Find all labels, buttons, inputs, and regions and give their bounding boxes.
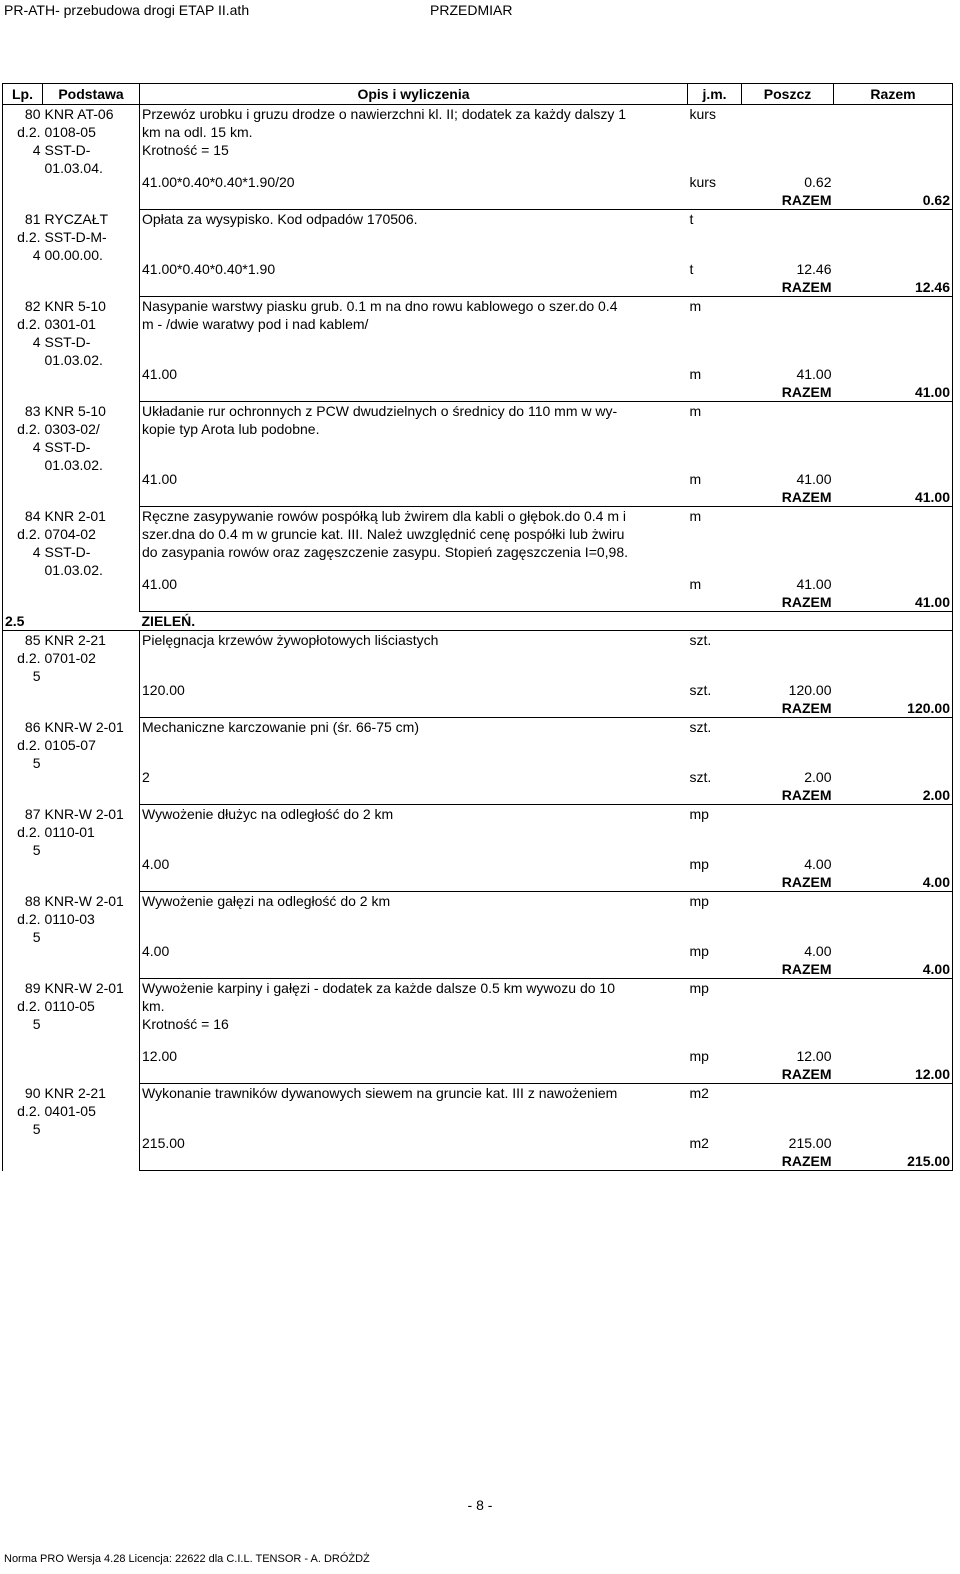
item-lp-line: d.2. xyxy=(17,525,41,542)
item-poszcz-unit: szt. xyxy=(689,769,712,785)
item-calc-empty xyxy=(834,260,953,278)
item-formula: 4.00 xyxy=(142,856,170,872)
item-poszcz-empty xyxy=(742,297,834,366)
calc-row xyxy=(3,173,953,191)
item-lp xyxy=(3,105,43,210)
item-calc-empty xyxy=(834,1047,953,1065)
razem-spacer xyxy=(140,699,688,718)
razem-spacer xyxy=(688,488,742,507)
table-row xyxy=(3,631,953,682)
item-poszcz-unit: m2 xyxy=(689,1135,709,1151)
razem-row xyxy=(3,593,953,612)
razem-row xyxy=(3,873,953,892)
item-formula: 120.00 xyxy=(142,682,185,698)
razem-label: RAZEM xyxy=(742,699,834,718)
item-podstawa xyxy=(43,402,140,507)
razem-row xyxy=(3,699,953,718)
item-description-line: Mechaniczne karczowanie pni (śr. 66-75 cm) xyxy=(142,719,420,735)
item-lp xyxy=(3,718,43,805)
item-jm: szt. xyxy=(689,719,712,735)
item-description-line: Wywożenie dłużyc na odległość do 2 km xyxy=(142,806,394,822)
table-row xyxy=(3,105,953,174)
razem-spacer xyxy=(688,383,742,402)
item-podstawa-line: 0110-03 xyxy=(44,910,95,927)
item-podstawa-line: SST-D-M- xyxy=(44,228,107,245)
item-lp-line: d.2. xyxy=(17,315,41,332)
item-podstawa xyxy=(43,210,140,297)
item-calc-empty xyxy=(834,768,953,786)
item-description xyxy=(140,210,688,261)
item-razem-value: 41.00 xyxy=(834,488,953,507)
items-group-2 xyxy=(3,631,953,1171)
item-lp-line: 85 xyxy=(24,632,41,648)
razem-label: RAZEM xyxy=(742,786,834,805)
table-row xyxy=(3,402,953,471)
item-lp-line: 4 xyxy=(32,246,41,263)
item-lp-line: 82 xyxy=(24,297,41,314)
razem-label: RAZEM xyxy=(742,1152,834,1171)
item-description xyxy=(140,297,688,366)
razem-spacer xyxy=(688,699,742,718)
item-podstawa xyxy=(43,1084,140,1171)
item-podstawa-line: SST-D- xyxy=(44,543,91,560)
razem-row xyxy=(3,383,953,402)
item-poszcz-unit: mp xyxy=(689,1048,709,1064)
item-podstawa-line: 0701-02 xyxy=(44,650,96,666)
item-podstawa xyxy=(43,297,140,402)
item-calc-empty xyxy=(834,1134,953,1152)
item-razem-empty xyxy=(834,805,953,856)
item-podstawa xyxy=(43,105,140,210)
item-calc-empty xyxy=(834,681,953,699)
item-lp-line: 81 xyxy=(24,210,41,227)
item-razem-value: 215.00 xyxy=(834,1152,953,1171)
razem-spacer xyxy=(688,1152,742,1171)
item-razem-value: 12.00 xyxy=(834,1065,953,1084)
item-razem-empty xyxy=(834,105,953,174)
item-podstawa-line: KNR 2-01 xyxy=(44,507,106,524)
razem-spacer xyxy=(140,1152,688,1171)
razem-spacer xyxy=(688,873,742,892)
item-poszcz-unit: kurs xyxy=(689,174,716,190)
item-calc-empty xyxy=(834,365,953,383)
item-description-line: Pielęgnacja krzewów żywopłotowych liściastych xyxy=(142,632,439,648)
item-poszcz-empty xyxy=(742,718,834,769)
item-description-line: Wywożenie karpiny i gałęzi - dodatek za każde dalsze 0.5 km wywozu do 10 xyxy=(142,980,615,996)
item-lp-line: d.2. xyxy=(17,228,41,245)
item-description-line: kopie typ Arota lub podobne. xyxy=(142,421,320,437)
razem-spacer xyxy=(140,593,688,612)
item-podstawa-line: 01.03.02. xyxy=(44,456,103,473)
item-podstawa-line: KNR-W 2-01 xyxy=(44,892,124,909)
item-razem-value: 2.00 xyxy=(834,786,953,805)
razem-row xyxy=(3,960,953,979)
razem-spacer xyxy=(140,278,688,297)
item-poszcz-empty xyxy=(742,210,834,261)
item-podstawa xyxy=(43,892,140,979)
item-calc-empty xyxy=(834,173,953,191)
item-description-line: Ręczne zasypywanie rowów pospółką lub żwirem dla kabli o głębok.do 0.4 m i xyxy=(142,508,627,524)
razem-label: RAZEM xyxy=(742,191,834,210)
page-number: - 8 - xyxy=(467,1497,493,1513)
item-description xyxy=(140,507,688,576)
calc-row xyxy=(3,681,953,699)
item-lp-line: 87 xyxy=(24,805,41,822)
razem-spacer xyxy=(688,593,742,612)
razem-spacer xyxy=(688,1065,742,1084)
razem-spacer xyxy=(140,191,688,210)
item-razem-value: 4.00 xyxy=(834,960,953,979)
item-podstawa-line: 0110-05 xyxy=(44,997,95,1014)
item-poszcz-empty xyxy=(742,402,834,471)
razem-spacer xyxy=(688,278,742,297)
calc-row xyxy=(3,1134,953,1152)
item-podstawa-line: 0105-07 xyxy=(44,736,96,753)
document-type: PRZEDMIAR xyxy=(430,2,513,18)
item-description-line: Przewóz urobku i gruzu drodze o nawierzchni kl. II; dodatek za każdy dalszy 1 xyxy=(142,106,627,122)
item-lp-line: 4 xyxy=(32,142,41,158)
item-lp xyxy=(3,507,43,612)
calc-row xyxy=(3,1047,953,1065)
item-lp-line: d.2. xyxy=(17,124,41,140)
item-lp xyxy=(3,979,43,1084)
item-lp-line: 5 xyxy=(32,928,41,945)
item-podstawa-line: KNR 2-21 xyxy=(44,1084,106,1101)
item-poszcz-value: 12.46 xyxy=(796,261,832,277)
item-lp xyxy=(3,210,43,297)
item-description-line: Układanie rur ochronnych z PCW dwudzielnych o średnicy do 110 mm w wy- xyxy=(142,403,618,419)
item-podstawa-line: 0401-05 xyxy=(44,1102,96,1119)
item-lp-line: 80 xyxy=(24,106,41,122)
item-poszcz-value: 41.00 xyxy=(796,471,832,487)
item-podstawa xyxy=(43,805,140,892)
item-lp-line: d.2. xyxy=(17,650,41,666)
item-razem-empty xyxy=(834,979,953,1048)
item-jm-unit: m2 xyxy=(689,1085,709,1101)
table-header-row xyxy=(3,84,953,105)
item-lp xyxy=(3,892,43,979)
item-lp-line: 89 xyxy=(24,979,41,996)
item-razem-empty xyxy=(834,507,953,576)
item-lp-line: 83 xyxy=(24,402,41,419)
item-podstawa-line: KNR-W 2-01 xyxy=(44,805,124,822)
item-formula: 2 xyxy=(142,769,150,785)
table-row xyxy=(3,507,953,576)
item-jm: m xyxy=(689,403,702,419)
item-podstawa-line: 00.00.00. xyxy=(44,246,103,263)
calc-row xyxy=(3,470,953,488)
item-podstawa-line: KNR-W 2-01 xyxy=(44,979,124,996)
item-razem-empty xyxy=(834,402,953,471)
section-spacer xyxy=(43,612,140,631)
table-row xyxy=(3,979,953,1048)
section-number: 2.5 xyxy=(3,612,43,631)
item-razem-empty xyxy=(834,297,953,366)
razem-spacer xyxy=(140,960,688,979)
item-poszcz-empty xyxy=(742,105,834,174)
item-description xyxy=(140,402,688,471)
item-podstawa-line: 0110-01 xyxy=(44,823,95,840)
item-razem-value: 41.00 xyxy=(834,593,953,612)
item-lp-line: d.2. xyxy=(17,823,41,840)
item-podstawa-line: KNR-W 2-01 xyxy=(44,718,124,735)
col-header-razem: Razem xyxy=(834,84,953,105)
section-row xyxy=(3,612,953,631)
document-header xyxy=(0,0,960,22)
item-poszcz-empty xyxy=(742,892,834,943)
item-razem-empty xyxy=(834,718,953,769)
item-poszcz-unit: m xyxy=(689,366,702,382)
item-description-line: do zasypania rowów oraz zagęszczenie zasypu. Stopień zagęszczenia I=0,98. xyxy=(142,544,629,560)
item-poszcz-value: 4.00 xyxy=(804,856,832,872)
item-lp xyxy=(3,631,43,718)
item-description-line: km. xyxy=(142,998,165,1014)
item-lp-line: d.2. xyxy=(17,420,41,437)
item-lp-line: 88 xyxy=(24,892,41,909)
item-jm: t xyxy=(689,211,694,227)
item-lp xyxy=(3,402,43,507)
table-row xyxy=(3,1084,953,1135)
item-jm: kurs xyxy=(689,106,716,122)
item-podstawa xyxy=(43,979,140,1084)
item-lp-line: 5 xyxy=(32,1120,41,1137)
item-jm: m xyxy=(689,508,702,524)
table-row xyxy=(3,805,953,856)
item-calc-empty xyxy=(834,575,953,593)
item-description xyxy=(140,892,688,943)
razem-label: RAZEM xyxy=(742,873,834,892)
item-podstawa-line: 0704-02 xyxy=(44,525,96,542)
item-lp-line: 5 xyxy=(32,1015,41,1032)
col-header-poszcz: Poszcz xyxy=(742,84,834,105)
item-poszcz-value: 215.00 xyxy=(788,1135,832,1151)
section-group xyxy=(3,612,953,631)
item-razem-empty xyxy=(834,631,953,682)
item-poszcz-empty xyxy=(742,1084,834,1135)
item-podstawa-line: 01.03.04. xyxy=(44,160,103,176)
item-formula: 41.00 xyxy=(142,576,178,592)
item-lp xyxy=(3,297,43,402)
item-description-line: Wykonanie trawników dywanowych siewem na gruncie kat. III z nawożeniem xyxy=(142,1085,618,1101)
item-podstawa-line: KNR 2-21 xyxy=(44,632,106,648)
item-description-line: szer.dna do 0.4 m w gruncie kat. III. Należ uwzględnić cenę pospółki lub żwiru xyxy=(142,526,625,542)
item-podstawa-line: SST-D- xyxy=(44,142,91,158)
section-title: ZIELEŃ. xyxy=(140,612,953,631)
razem-row xyxy=(3,1065,953,1084)
item-lp-line: 4 xyxy=(32,333,41,350)
item-formula: 12.00 xyxy=(142,1048,178,1064)
item-razem-value: 4.00 xyxy=(834,873,953,892)
item-jm: mp xyxy=(689,806,709,822)
razem-spacer xyxy=(140,488,688,507)
item-formula: 41.00*0.40*0.40*1.90/20 xyxy=(142,174,295,190)
item-poszcz-empty xyxy=(742,805,834,856)
item-poszcz-unit: m xyxy=(689,471,702,487)
item-podstawa-line: SST-D- xyxy=(44,438,91,455)
item-description xyxy=(140,105,688,174)
col-header-podstawa: Podstawa xyxy=(43,84,140,105)
razem-label: RAZEM xyxy=(742,593,834,612)
item-description-line: Krotność = 15 xyxy=(142,142,229,158)
item-lp-line: 84 xyxy=(24,507,41,524)
razem-spacer xyxy=(688,960,742,979)
col-header-jm: j.m. xyxy=(688,84,742,105)
item-formula: 41.00 xyxy=(142,471,178,487)
calc-row xyxy=(3,855,953,873)
razem-label: RAZEM xyxy=(742,488,834,507)
razem-label: RAZEM xyxy=(742,278,834,297)
razem-spacer xyxy=(688,191,742,210)
item-razem-value: 120.00 xyxy=(834,699,953,718)
col-header-opis: Opis i wyliczenia xyxy=(140,84,688,105)
razem-row xyxy=(3,1152,953,1171)
item-formula: 4.00 xyxy=(142,943,170,959)
item-lp-line: 5 xyxy=(32,668,41,684)
item-poszcz-unit: mp xyxy=(689,856,709,872)
item-poszcz-value: 41.00 xyxy=(796,366,832,382)
file-title: PR-ATH- przebudowa drogi ETAP II.ath xyxy=(4,2,250,18)
item-formula: 41.00 xyxy=(142,366,178,382)
item-jm xyxy=(688,1084,742,1135)
item-podstawa-line: 01.03.02. xyxy=(44,561,103,578)
calc-row xyxy=(3,575,953,593)
item-formula: 215.00 xyxy=(142,1135,185,1151)
item-razem-empty xyxy=(834,1084,953,1135)
item-poszcz-value: 12.00 xyxy=(796,1048,832,1064)
item-lp-line: d.2. xyxy=(17,997,41,1014)
item-jm: mp xyxy=(689,893,709,909)
item-poszcz-value: 41.00 xyxy=(796,576,832,592)
item-podstawa xyxy=(43,507,140,612)
calc-row xyxy=(3,768,953,786)
item-description xyxy=(140,979,688,1048)
razem-row xyxy=(3,786,953,805)
razem-spacer xyxy=(140,873,688,892)
calc-row xyxy=(3,942,953,960)
item-description-line: km na odl. 15 km. xyxy=(142,124,253,140)
item-podstawa-line: KNR 5-10 xyxy=(44,402,106,419)
item-jm: szt. xyxy=(689,632,712,648)
item-razem-empty xyxy=(834,210,953,261)
razem-spacer xyxy=(688,786,742,805)
item-poszcz-unit: m xyxy=(689,576,702,592)
razem-row xyxy=(3,191,953,210)
item-podstawa xyxy=(43,631,140,718)
item-razem-empty xyxy=(834,892,953,943)
item-lp-line: d.2. xyxy=(17,736,41,753)
razem-row xyxy=(3,488,953,507)
footer-license: Norma PRO Wersja 4.28 Licencja: 22622 dla C.I.L. TENSOR - A. DRÓŻDŻ xyxy=(4,1553,370,1565)
item-lp-line: 86 xyxy=(24,718,41,735)
item-description-line: Nasypanie warstwy piasku grub. 0.1 m na dno rowu kablowego o szer.do 0.4 xyxy=(142,298,618,314)
item-poszcz-unit: szt. xyxy=(689,682,712,698)
item-lp-line: 4 xyxy=(32,438,41,455)
item-lp-line: d.2. xyxy=(17,910,41,927)
table-row xyxy=(3,718,953,769)
przedmiar-table xyxy=(2,83,953,1171)
item-podstawa-line: 0301-01 xyxy=(44,315,96,332)
item-description-line: Wywożenie gałęzi na odległość do 2 km xyxy=(142,893,391,909)
item-formula: 41.00*0.40*0.40*1.90 xyxy=(142,261,276,277)
item-razem-value: 12.46 xyxy=(834,278,953,297)
item-description xyxy=(140,631,688,682)
item-jm: m xyxy=(689,298,702,314)
razem-label: RAZEM xyxy=(742,960,834,979)
item-podstawa-line: RYCZAŁT xyxy=(44,210,109,227)
item-lp-line: d.2. xyxy=(17,1102,41,1119)
table-row xyxy=(3,210,953,261)
col-header-lp: Lp. xyxy=(3,84,43,105)
items-group-1 xyxy=(3,105,953,612)
item-description-line: m - /dwie waratwy pod i nad kablem/ xyxy=(142,316,369,332)
item-calc-empty xyxy=(834,942,953,960)
item-poszcz-value: 4.00 xyxy=(804,943,832,959)
item-poszcz-empty xyxy=(742,979,834,1048)
item-lp xyxy=(3,805,43,892)
item-razem-value: 0.62 xyxy=(834,191,953,210)
item-jm: mp xyxy=(689,980,709,996)
razem-row xyxy=(3,278,953,297)
item-lp-line: 90 xyxy=(24,1084,41,1101)
item-poszcz-value: 0.62 xyxy=(804,174,832,190)
item-description-line: Opłata za wysypisko. Kod odpadów 170506. xyxy=(142,211,418,227)
calc-row xyxy=(3,260,953,278)
item-podstawa-line: 01.03.02. xyxy=(44,351,103,368)
razem-spacer xyxy=(140,1065,688,1084)
item-poszcz-unit: t xyxy=(689,261,694,277)
item-poszcz-empty xyxy=(742,507,834,576)
calc-row xyxy=(3,365,953,383)
item-description xyxy=(140,718,688,769)
item-description xyxy=(140,1084,688,1135)
item-razem-value: 41.00 xyxy=(834,383,953,402)
item-podstawa xyxy=(43,718,140,805)
item-poszcz-value: 2.00 xyxy=(804,769,832,785)
razem-spacer xyxy=(140,383,688,402)
razem-spacer xyxy=(140,786,688,805)
item-calc-empty xyxy=(834,470,953,488)
item-poszcz-empty xyxy=(742,631,834,682)
item-poszcz-value: 120.00 xyxy=(788,682,832,698)
table-row xyxy=(3,892,953,943)
item-podstawa-line: SST-D- xyxy=(44,333,91,350)
item-podstawa-line: KNR AT-06 xyxy=(44,106,114,122)
item-poszcz-unit: mp xyxy=(689,943,709,959)
item-description-line: Krotność = 16 xyxy=(142,1016,229,1032)
item-lp-line: 4 xyxy=(32,543,41,560)
razem-label: RAZEM xyxy=(742,1065,834,1084)
table-row xyxy=(3,297,953,366)
item-lp-line: 5 xyxy=(32,754,41,771)
item-podstawa-line: KNR 5-10 xyxy=(44,297,106,314)
item-lp-line: 5 xyxy=(32,841,41,858)
item-podstawa-line: 0303-02/ xyxy=(44,420,100,437)
item-calc-empty xyxy=(834,855,953,873)
item-podstawa-line: 0108-05 xyxy=(44,124,96,140)
razem-label: RAZEM xyxy=(742,383,834,402)
item-lp xyxy=(3,1084,43,1171)
item-description xyxy=(140,805,688,856)
